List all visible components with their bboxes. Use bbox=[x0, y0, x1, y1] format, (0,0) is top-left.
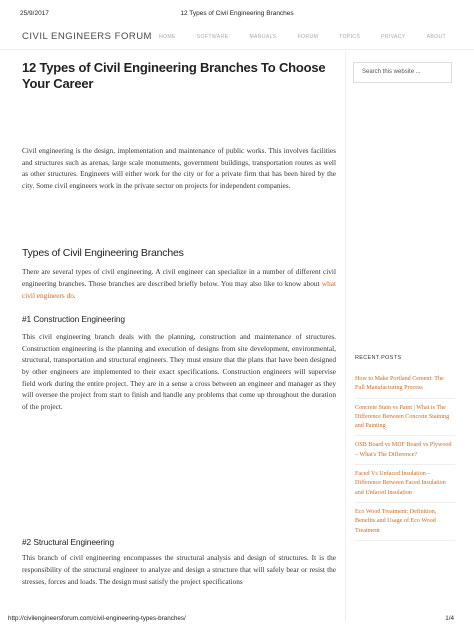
site-brand[interactable]: CIVIL ENGINEERS FORUM bbox=[22, 31, 152, 42]
structural-paragraph: This branch of civil engineering encompasses the structural analysis and design of structures. It is the responsibility of the structural engineer to analyze and design a structure that will safely bear or resist the stresses, forces and loads. The design must satisfy the project specifications bbox=[22, 553, 336, 586]
structural-heading: #2 Structural Engineering bbox=[22, 537, 115, 548]
recent-posts-widget bbox=[355, 355, 455, 546]
print-date: 25/9/2017 bbox=[20, 10, 49, 17]
nav-item-manuals[interactable]: MANUALS bbox=[249, 34, 277, 40]
nav-item-software[interactable]: SOFTWARE bbox=[196, 34, 229, 40]
sidebar-divider bbox=[345, 52, 346, 622]
site-header bbox=[0, 26, 474, 50]
types-heading: Types of Civil Engineering Branches bbox=[22, 247, 184, 260]
intro-paragraph: Civil engineering is the design, implementation and maintenance of public works. This involves facilities and structures such as arenas, large scale monuments, government buildings, transportation routes as well as other structures. Engineers will either work for the city or for a private firm that has been hired by the city. Some civil engineers work in the private sector on projects for independent companies. bbox=[22, 146, 336, 190]
recent-post-link[interactable]: Eco Wood Treatment: Definition, Benefits and Usage of Eco Wood Treatment bbox=[355, 508, 455, 541]
recent-post-link[interactable]: OSB Board vs MDF Board vs Plywood – What's The Difference? bbox=[355, 441, 455, 465]
nav-item-about[interactable]: ABOUT bbox=[426, 34, 446, 40]
article bbox=[22, 60, 336, 587]
print-footer bbox=[8, 615, 454, 622]
recent-post-link[interactable]: Faced Vs Unfaced Insulation – Difference Between Faced Insulation and Unfaced Insulation bbox=[355, 470, 455, 503]
nav-item-home[interactable]: HOME bbox=[159, 34, 176, 40]
nav-item-privacy[interactable]: PRIVACY bbox=[381, 34, 406, 40]
recent-posts-list bbox=[355, 375, 455, 541]
recent-posts-title: RECENT POSTS bbox=[355, 355, 402, 361]
print-url: http://civilengineersforum.com/civil-engineering-types-branches/ bbox=[8, 615, 186, 622]
types-text: There are several types of civil engineering. A civil engineer can specialize in a number of different civil engineering branches. Those branches are described briefly below. You may also like to know about bbox=[22, 267, 336, 288]
print-page-number: 1/4 bbox=[445, 615, 454, 622]
types-paragraph: There are several types of civil engineering. A civil engineer can specialize in a number of different civil engineering branches. Those branches are described briefly below. You may also like to know about what civil engineers do. bbox=[22, 267, 337, 300]
construction-heading: #1 Construction Engineering bbox=[22, 314, 125, 325]
what-civil-engineers-do-link[interactable]: what civil engineers do bbox=[22, 278, 337, 300]
recent-post-link[interactable]: Concrete Stain vs Paint | What is The Difference Between Concrete Staining and Painting bbox=[355, 404, 455, 437]
nav-item-topics[interactable]: TOPICS bbox=[339, 34, 361, 40]
search-input[interactable]: Search this website ... bbox=[353, 62, 452, 83]
article-title: 12 Types of Civil Engineering Branches To Choose Your Career bbox=[22, 60, 326, 91]
nav-item-forum[interactable]: FORUM bbox=[297, 34, 319, 40]
print-header bbox=[20, 10, 454, 20]
recent-post-link[interactable]: How to Make Portland Cement: The Full Manufacturing Process bbox=[355, 375, 455, 399]
main-nav bbox=[138, 34, 446, 40]
construction-paragraph: This civil engineering branch deals with the planning, construction and maintenance of structures. Construction engineering is the planning and execution of designs from site development, environmental, structural, transportation and structural engineers. They must ensure that the plans that have been designed by other engineers are implemented to their exact specifications. Construction engineers will supervise field work during the entire project. They are in a sense a cross between an engineer and manager as they will oversee the project from start to finish and handle any problems that come up throughout the duration of the project. bbox=[22, 332, 336, 411]
print-title: 12 Types of Civil Engineering Branches bbox=[180, 10, 294, 17]
